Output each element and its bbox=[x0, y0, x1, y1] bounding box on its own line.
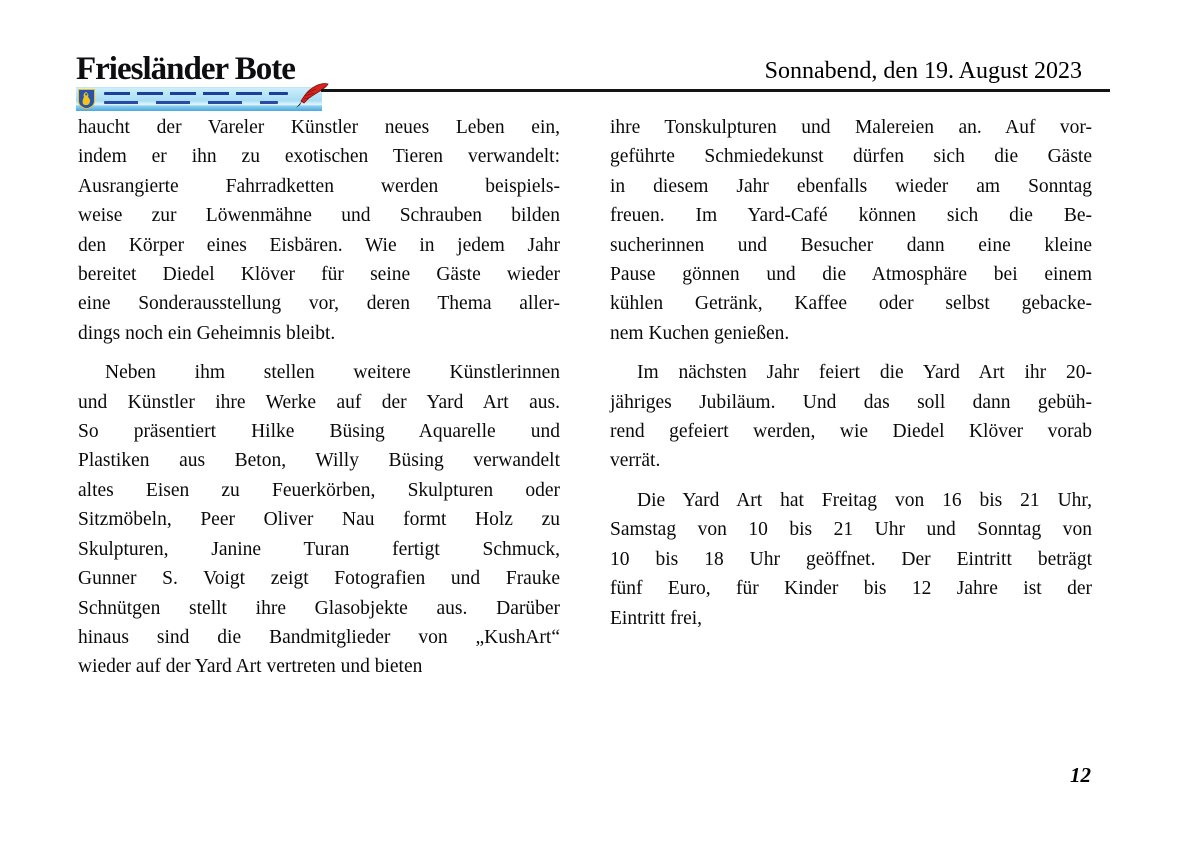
text-line: verrät. bbox=[610, 450, 661, 472]
text-line: freuen. Im Yard-Café können sich die Be- bbox=[610, 205, 1092, 227]
text-line: kühlen Getränk, Kaffee oder selbst gebacke- bbox=[610, 293, 1092, 315]
text-line: jähriges Jubiläum. Und das soll dann gebüh- bbox=[610, 391, 1092, 413]
text-line: sucherinnen und Besucher dann eine kleine bbox=[610, 234, 1092, 256]
paragraph bbox=[610, 113, 1092, 348]
text-line: haucht der Vareler Künstler neues Leben ein, bbox=[78, 117, 560, 138]
text-line: Skulpturen, Janine Turan fertigt Schmuck, bbox=[78, 538, 560, 560]
page-number: 12 bbox=[1070, 763, 1091, 787]
text-line: Neben ihm stellen weitere Künstlerinnen bbox=[105, 362, 560, 384]
text-line: Im nächsten Jahr feiert die Yard Art ihr 20- bbox=[637, 362, 1092, 384]
banner-small-text bbox=[104, 92, 288, 95]
paragraph bbox=[78, 358, 560, 681]
paragraph bbox=[610, 358, 1092, 476]
paragraph bbox=[610, 486, 1092, 633]
text-line: und Künstler ihre Werke auf der Yard Art aus. bbox=[78, 391, 560, 413]
dateline: Sonnabend, den 19. August 2023 bbox=[764, 58, 1082, 84]
masthead-title: Friesländer Bote bbox=[76, 51, 295, 87]
column-left bbox=[78, 113, 560, 692]
coat-of-arms-icon bbox=[78, 89, 95, 109]
masthead bbox=[76, 52, 322, 110]
text-line: nem Kuchen genießen. bbox=[610, 322, 790, 344]
text-line: Eintritt frei, bbox=[610, 607, 703, 629]
text-line: den Körper eines Eisbären. Wie in jedem Jahr bbox=[78, 234, 560, 256]
text-line: in diesem Jahr ebenfalls wieder am Sonntag bbox=[610, 175, 1092, 197]
text-line: Die Yard Art hat Freitag von 16 bis 21 Uhr, bbox=[637, 489, 1092, 511]
text-line: Samstag von 10 bis 21 Uhr und Sonntag von bbox=[610, 519, 1092, 541]
masthead-banner bbox=[76, 87, 322, 111]
text-line: rend gefeiert werden, wie Diedel Klöver vorab bbox=[610, 421, 1092, 443]
quill-icon bbox=[294, 81, 330, 111]
text-line: dings noch ein Geheimnis bleibt. bbox=[78, 322, 336, 344]
text-line: Ausrangierte Fahrradketten werden beispiels- bbox=[78, 175, 560, 197]
paragraph bbox=[78, 113, 560, 348]
text-line: weise zur Löwenmähne und Schrauben bilden bbox=[78, 205, 560, 227]
text-line: wieder auf der Yard Art vertreten und bieten bbox=[78, 656, 423, 678]
text-line: So präsentiert Hilke Büsing Aquarelle und bbox=[78, 421, 560, 443]
text-line: Pause gönnen und die Atmosphäre bei einem bbox=[610, 264, 1092, 286]
banner-small-text bbox=[104, 101, 278, 104]
text-line: Sitzmöbeln, Peer Oliver Nau formt Holz zu bbox=[78, 509, 560, 531]
text-line: eine Sonderausstellung vor, deren Thema aller- bbox=[78, 293, 560, 315]
text-line: geführte Schmiedekunst dürfen sich die Gäste bbox=[610, 146, 1092, 168]
text-line: Schnütgen stellt ihre Glasobjekte aus. Darüber bbox=[78, 597, 560, 619]
text-line: indem er ihn zu exotischen Tieren verwandelt: bbox=[78, 146, 560, 168]
text-line: bereitet Diedel Klöver für seine Gäste wieder bbox=[78, 264, 560, 286]
text-line: altes Eisen zu Feuerkörben, Skulpturen oder bbox=[78, 479, 560, 501]
text-line: Gunner S. Voigt zeigt Fotografien und Frauke bbox=[78, 568, 560, 590]
column-right bbox=[610, 113, 1092, 643]
text-line: 10 bis 18 Uhr geöffnet. Der Eintritt beträgt bbox=[610, 548, 1092, 570]
text-line: Plastiken aus Beton, Willy Büsing verwandelt bbox=[78, 450, 560, 472]
header-rule bbox=[321, 89, 1110, 92]
text-line: ihre Tonskulpturen und Malereien an. Auf vor- bbox=[610, 117, 1092, 138]
text-line: fünf Euro, für Kinder bis 12 Jahre ist der bbox=[610, 578, 1092, 600]
text-line: hinaus sind die Bandmitglieder von „KushArt“ bbox=[78, 626, 560, 648]
